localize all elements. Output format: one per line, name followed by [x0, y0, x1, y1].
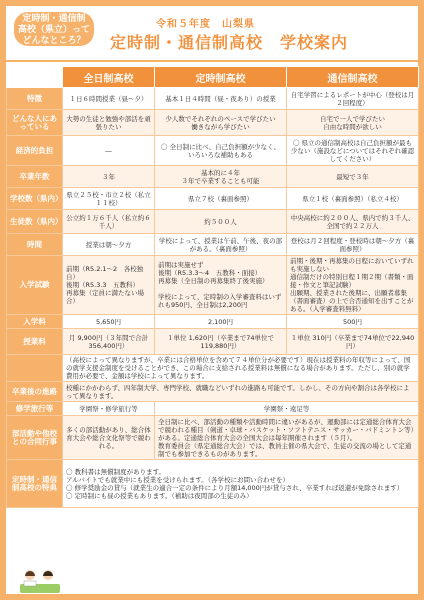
intro-badge — [14, 12, 94, 46]
page-subtitle: 令和５年度 山梨県 — [156, 19, 255, 30]
fulltime-cell: 授業は朝～夕方 — [63, 234, 155, 256]
row-label: 学校数（県内） — [7, 188, 63, 210]
col-header-fulltime: 全日制高校 — [63, 67, 155, 88]
fulltime-cell: 月 9,900円（３年間で合計 356,400円） — [63, 329, 155, 355]
row-label: 卒業後の進路 — [7, 382, 63, 402]
correspondence-cell: 最短で３年 — [287, 166, 419, 188]
fulltime-cell: 前期（R5.2.1～2 各校独自） 後期（R5.3.3 五教科） 再募集（定員に満たない場合） — [63, 256, 155, 315]
page-title: 定時制・通信制高校 学校案内 — [110, 33, 349, 52]
table-row — [7, 136, 419, 166]
row-label: 部活動や他校との合同行事 — [7, 416, 63, 460]
table-row — [7, 188, 419, 210]
row-label: 定時制・通信制高校の特典 — [7, 460, 63, 508]
col-header-parttime: 定時制高校 — [155, 67, 287, 88]
correspondence-cell: 学園祭・遠足等 — [155, 402, 419, 416]
col-header-correspondence: 通信制高校 — [287, 67, 419, 88]
correspondence-cell: 登校は月２回程度・登校時は朝～夕方（裏面参照） — [287, 234, 419, 256]
parttime-cell: 学校によって、授業は午前、午後、夜の部がある。（裏面参照） — [155, 234, 287, 256]
fulltime-cell: 公立約１万６千人（私立約６千人） — [63, 210, 155, 234]
fulltime-cell: ― — [63, 136, 155, 166]
parttime-cell: 2,100円 — [155, 315, 287, 329]
badge-line-3: どんなところ？ — [22, 36, 86, 46]
merged-cell: 校種にかかわらず、四年制大学、専門学校、就職などいずれの進路も可能です。しかし、その方向や割合は各学校によって異なります。 — [63, 382, 419, 402]
correspondence-cell: 県立１校（裏面参照）（私立４校） — [287, 188, 419, 210]
corner-cell — [7, 67, 63, 88]
row-label: どんな人にあっている — [7, 110, 63, 136]
table-row — [7, 402, 419, 416]
fulltime-cell: １日６時間授業（昼～夕） — [63, 88, 155, 110]
parttime-cell: 少人数でそれぞれのペースで学びたい 働きながら学びたい — [155, 110, 287, 136]
fulltime-cell: 学園祭・修学旅行等 — [63, 402, 155, 416]
table-row — [7, 166, 419, 188]
correspondence-cell: 自宅学習によるレポートが中心（登校は月２回程度） — [287, 88, 419, 110]
header — [6, 6, 418, 62]
row-label: 入学試験 — [7, 256, 63, 315]
row-label: 経済的負担 — [7, 136, 63, 166]
table-row — [7, 88, 419, 110]
table-row — [7, 355, 419, 382]
parttime-cell: 基本１日４時間（昼・夜あり）の授業 — [155, 88, 287, 110]
comparison-table — [6, 66, 419, 508]
table-row — [7, 256, 419, 315]
row-label: 授業料 — [7, 329, 63, 355]
fulltime-cell: 大勢の生徒と勉強や部活を頑張りたい — [63, 110, 155, 136]
fulltime-cell: 多くの部活動があり、総合体育大会や総合文化祭等で競われる。 — [63, 416, 155, 460]
parttime-cell: 前期は実施せず 後期（R5.3.3～4 五教科・面接） 再募集（全日制の再募集終了後実施） 学校によって、定時制の入学審査料はいずれも950円、全日制は2,200円 — [155, 256, 287, 315]
correspondence-cell: １単位 310円（卒業まで74単位で22,940円） — [287, 329, 419, 355]
row-label: 修学旅行等 — [7, 402, 63, 416]
fulltime-cell: 5,650円 — [63, 315, 155, 329]
parttime-cell: 全日制に比べ、部活動の種類や活動時間に違いがあるが、運動部には定通総合体育大会で競われる種目（剣道・卓球・バスケット・ソフトテニス・サッカー・バドミントン等）がある。定通総合体育大会の全国大会は毎年開催されます（５月）。 教育委員会（県定通総合大会）では、教員主催の県大会で、生徒の交流の場として定通制でも参加できるものがあります。 — [155, 416, 419, 460]
fulltime-cell: ３年 — [63, 166, 155, 188]
row-label — [7, 355, 63, 382]
correspondence-cell: 前期・後期・再募集の日程においていずれも実施しない 通信制だけの特別日程１期２期（書類・面接・作文と筆記試験） 出願期、授業された後期に、出願者募集（書面審査）の上で合否通知を出すことがある。（入学審査料無料） — [287, 256, 419, 315]
correspondence-cell: 自宅で一人で学びたい 自由な時間が欲しい — [287, 110, 419, 136]
parttime-cell: 〇 全日制に比べ、自己負担額が少なく、いろいろな補助もある — [155, 136, 287, 166]
table-row — [7, 382, 419, 402]
correspondence-cell: 500円 — [287, 315, 419, 329]
parttime-cell: 約５００人 — [155, 210, 287, 234]
merged-cell: （高校によって異なりますが、卒業には合格単位を含めて７４単位分が必要です）現在は授業料の年収等によって、国の就学支援金制度を受けることができ、この場合に支給される授業料は無償になる場合があります。ただし、別の就学費用が必要で、金額は学校によって異なります。 — [63, 355, 419, 382]
table-row — [7, 234, 419, 256]
correspondence-cell: 中央高校に約２００人、県内で約３千人、全国で約２２万人 — [287, 210, 419, 234]
row-label: 生徒数（県内） — [7, 210, 63, 234]
row-label: 入学料 — [7, 315, 63, 329]
merged-cell: 〇 教科書は無償制度があります。 アルバイトでも就業中にも授業を受けられます。（各学校にお問い合わせを） 〇 修学奨励金の貸与（就業生の適合一定の条件により月額14,000円が貸与され、卒業すれば返還が免除されます） 〇 定時制にも昼の授業もあります。（補助は夜間部の生徒のみ） — [63, 460, 419, 508]
table-row — [7, 460, 419, 508]
table-row — [7, 315, 419, 329]
parttime-cell: 県立７校（裏面参照） — [155, 188, 287, 210]
parttime-cell: １単位 1,620円（卒業まで74単位で119,880円） — [155, 329, 287, 355]
badge-line-1: 定時制・通信制 — [22, 14, 86, 24]
students-illustration — [18, 566, 62, 594]
correspondence-cell: 〇 県立の通信制高校は自己負担額が最も少ない（施設などについてはそれぞれ確認してください） — [287, 136, 419, 166]
table-row — [7, 210, 419, 234]
header-divider — [6, 60, 418, 62]
table-row — [7, 110, 419, 136]
parttime-cell: 基本的に４年 ３年で卒業することも可能 — [155, 166, 287, 188]
table-body — [7, 88, 419, 508]
row-label: 時間 — [7, 234, 63, 256]
fulltime-cell: 県立２５校・市立２校（私立１１校） — [63, 188, 155, 210]
table-row — [7, 329, 419, 355]
table-row — [7, 416, 419, 460]
row-label: 卒業年数 — [7, 166, 63, 188]
row-label: 特徴 — [7, 88, 63, 110]
badge-line-2: 高校（県立）って — [17, 25, 90, 35]
